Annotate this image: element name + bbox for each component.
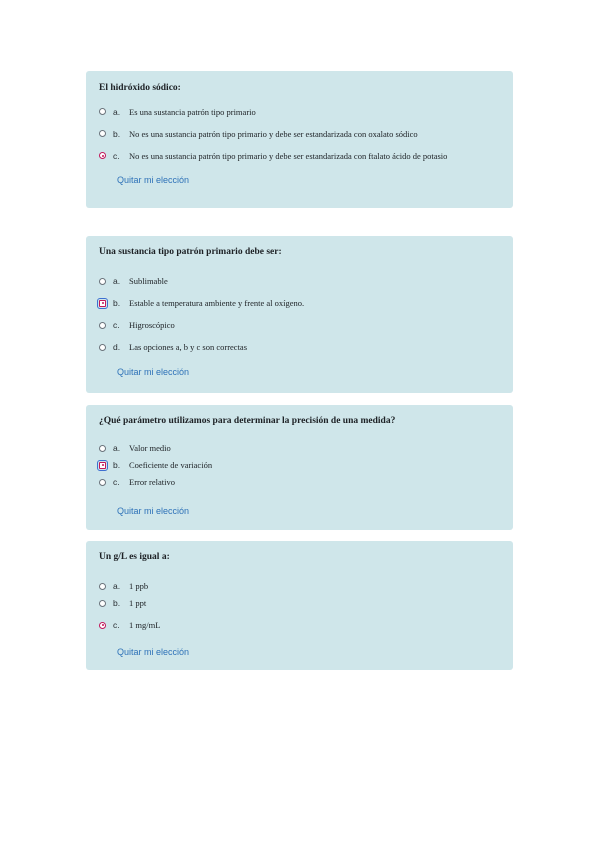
option-c[interactable]	[99, 149, 503, 162]
option-a[interactable]	[99, 579, 503, 593]
option-text: 1 ppb	[129, 581, 149, 591]
clear-choice-link[interactable]: Quitar mi elección	[117, 175, 190, 185]
radio-button[interactable]	[99, 344, 106, 351]
option-text: Valor medio	[129, 443, 171, 453]
radio-button[interactable]	[99, 445, 106, 452]
radio-button[interactable]	[99, 583, 106, 590]
answer-list	[99, 105, 503, 162]
clear-choice-row	[99, 642, 503, 660]
option-text: Es una sustancia patrón tipo primario	[129, 106, 256, 117]
radio-button-selected[interactable]	[99, 300, 106, 307]
radio-button-selected[interactable]	[99, 622, 106, 629]
option-a[interactable]	[99, 441, 503, 455]
question-card-1	[86, 71, 513, 208]
radio-button[interactable]	[99, 600, 106, 607]
radio-button[interactable]	[99, 322, 106, 329]
option-letter: c.	[113, 477, 120, 487]
clear-choice-row	[99, 170, 503, 188]
question-card-4	[86, 541, 513, 670]
option-a[interactable]	[99, 274, 503, 288]
option-b[interactable]	[99, 458, 503, 472]
option-letter: b.	[113, 598, 121, 608]
option-text: Higroscópico	[129, 320, 175, 330]
option-d[interactable]	[99, 340, 503, 354]
clear-choice-link[interactable]: Quitar mi elección	[117, 647, 190, 657]
answer-list	[99, 441, 503, 489]
option-text: No es una sustancia patrón tipo primario y debe ser estandarizada con oxalato sódico	[129, 128, 418, 139]
option-letter: c.	[113, 150, 120, 161]
option-letter: a.	[113, 276, 121, 286]
answer-list	[99, 274, 503, 354]
radio-button[interactable]	[99, 108, 106, 115]
question-text: ¿Qué parámetro utilizamos para determinar la precisión de una medida?	[99, 416, 396, 426]
option-letter: b.	[113, 128, 121, 139]
option-text: Las opciones a, b y c son correctas	[129, 342, 248, 352]
option-text: 1 ppt	[129, 598, 147, 608]
option-c[interactable]	[99, 318, 503, 332]
option-b[interactable]	[99, 296, 503, 310]
option-text: Sublimable	[129, 276, 168, 286]
question-text: Una sustancia tipo patrón primario debe ser:	[99, 247, 282, 257]
option-b[interactable]	[99, 596, 503, 610]
option-letter: a.	[113, 581, 121, 591]
option-a[interactable]	[99, 105, 503, 118]
option-letter: b.	[113, 298, 121, 308]
option-letter: c.	[113, 620, 120, 630]
clear-choice-link[interactable]: Quitar mi elección	[117, 506, 190, 516]
option-c[interactable]	[99, 475, 503, 489]
option-letter: a.	[113, 106, 121, 117]
radio-button[interactable]	[99, 130, 106, 137]
option-text: 1 mg/mL	[129, 620, 161, 630]
option-letter: c.	[113, 320, 120, 330]
radio-button[interactable]	[99, 278, 106, 285]
radio-button-selected[interactable]	[99, 462, 106, 469]
option-text: No es una sustancia patrón tipo primario y debe ser estandarizada con ftalato ácido de potasio	[129, 150, 448, 161]
question-text: El hidróxido sódico:	[99, 83, 181, 93]
radio-button[interactable]	[99, 479, 106, 486]
option-letter: a.	[113, 443, 121, 453]
option-text: Estable a temperatura ambiente y frente al oxígeno.	[129, 298, 305, 308]
question-text: Un g/L es igual a:	[99, 552, 170, 562]
clear-choice-row	[99, 501, 503, 519]
option-text: Coeficiente de variación	[129, 460, 213, 470]
clear-choice-link[interactable]: Quitar mi elección	[117, 367, 190, 377]
radio-button-selected[interactable]	[99, 152, 106, 159]
question-card-3	[86, 405, 513, 530]
clear-choice-row	[99, 362, 503, 380]
option-text: Error relativo	[129, 477, 176, 487]
option-letter: b.	[113, 460, 121, 470]
option-letter: d.	[113, 342, 121, 352]
option-c[interactable]	[99, 618, 503, 632]
question-card-2	[86, 236, 513, 393]
answer-list	[99, 579, 503, 632]
option-b[interactable]	[99, 127, 503, 140]
